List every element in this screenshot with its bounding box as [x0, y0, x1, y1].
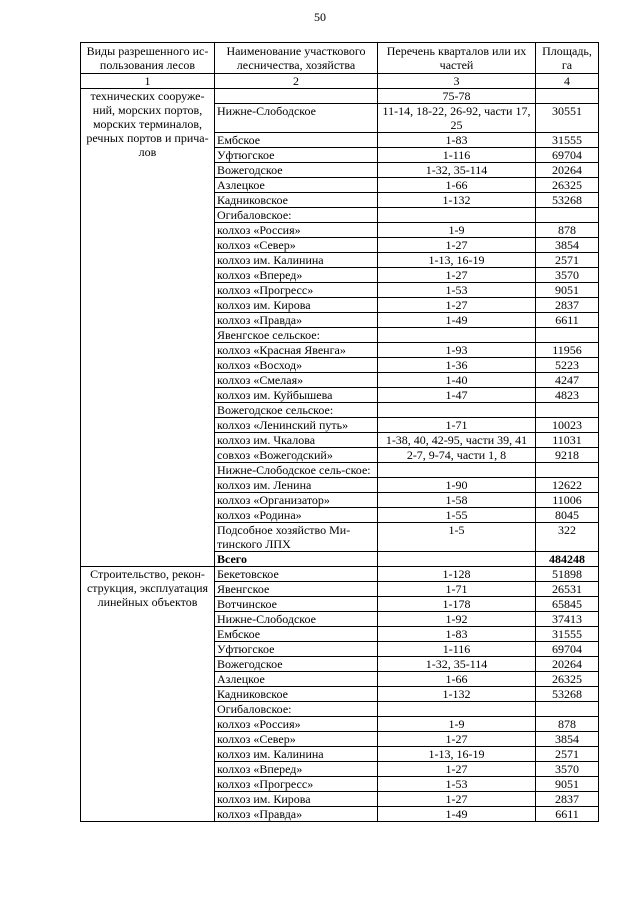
area-cell [536, 328, 599, 343]
area-cell: 11031 [536, 433, 599, 448]
area-cell: 20264 [536, 657, 599, 672]
area-cell: 30551 [536, 104, 599, 133]
quarters-cell: 1-47 [378, 388, 536, 403]
quarters-cell: 1-49 [378, 807, 536, 822]
quarters-cell: 1-27 [378, 732, 536, 747]
area-cell [536, 89, 599, 104]
area-cell: 3854 [536, 238, 599, 253]
quarters-cell [378, 463, 536, 478]
area-cell: 53268 [536, 193, 599, 208]
header-forestry-name: Наименование участкового лесничества, хозяйства [215, 43, 378, 74]
quarters-cell: 1-53 [378, 283, 536, 298]
forestry-name-cell: колхоз им. Калинина [215, 747, 378, 762]
forestry-name-cell: колхоз им. Калинина [215, 253, 378, 268]
forestry-name-cell: Ембское [215, 133, 378, 148]
table-body [81, 89, 599, 822]
forestry-name-cell: Кадниковское [215, 687, 378, 702]
forestry-name-cell: совхоз «Вожегодский» [215, 448, 378, 463]
forestry-name-cell: колхоз «Правда» [215, 807, 378, 822]
quarters-cell [378, 403, 536, 418]
quarters-cell: 1-71 [378, 582, 536, 597]
area-cell [536, 702, 599, 717]
column-number: 1 [81, 74, 215, 89]
header-area: Площадь, га [536, 43, 599, 74]
area-cell: 37413 [536, 612, 599, 627]
forestry-name-cell: колхоз «Правда» [215, 313, 378, 328]
area-cell: 3854 [536, 732, 599, 747]
header-quarters-list: Перечень кварталов или их частей [378, 43, 536, 74]
forestry-name-cell: Вожегодское сельское: [215, 403, 378, 418]
forestry-name-cell: Нижне-Слободское сель-ское: [215, 463, 378, 478]
forest-usage-table [80, 42, 599, 822]
quarters-cell: 1-32, 35-114 [378, 657, 536, 672]
area-cell: 6611 [536, 313, 599, 328]
area-cell [536, 403, 599, 418]
forestry-name-cell: Вотчинское [215, 597, 378, 612]
total-area: 484248 [536, 552, 599, 567]
forestry-name-cell: Огибаловское: [215, 208, 378, 223]
quarters-cell: 1-40 [378, 373, 536, 388]
area-cell: 2571 [536, 253, 599, 268]
quarters-cell: 1-49 [378, 313, 536, 328]
quarters-cell: 1-27 [378, 268, 536, 283]
quarters-cell: 1-66 [378, 672, 536, 687]
quarters-cell: 1-27 [378, 298, 536, 313]
forestry-name-cell: колхоз «Смелая» [215, 373, 378, 388]
area-cell: 6611 [536, 807, 599, 822]
area-cell: 31555 [536, 133, 599, 148]
table-header-row [81, 43, 599, 74]
usage-type-cell: Строительство, рекон-струкция, эксплуатация линейных объектов [81, 567, 215, 822]
header-usage-type: Виды разрешенного ис-пользования лесов [81, 43, 215, 74]
area-cell: 51898 [536, 567, 599, 582]
forestry-name-cell: Явенгское сельское: [215, 328, 378, 343]
table-row [81, 89, 599, 104]
forestry-name-cell: Подсобное хозяйство Ми-тинского ЛПХ [215, 523, 378, 552]
forestry-name-cell: колхоз «Вперед» [215, 762, 378, 777]
quarters-cell: 1-71 [378, 418, 536, 433]
quarters-cell: 1-38, 40, 42-95, части 39, 41 [378, 433, 536, 448]
forestry-name-cell: колхоз «Восход» [215, 358, 378, 373]
forestry-name-cell: Азлецкое [215, 672, 378, 687]
area-cell: 53268 [536, 687, 599, 702]
forestry-name-cell: Кадниковское [215, 193, 378, 208]
forestry-name-cell: колхоз им. Кирова [215, 792, 378, 807]
quarters-cell: 1-83 [378, 627, 536, 642]
quarters-cell: 1-92 [378, 612, 536, 627]
forestry-name-cell: колхоз «Красная Явенга» [215, 343, 378, 358]
table-row [81, 567, 599, 582]
page-number: 50 [314, 10, 326, 24]
quarters-cell [378, 328, 536, 343]
forestry-name-cell [215, 89, 378, 104]
quarters-cell: 1-83 [378, 133, 536, 148]
forestry-name-cell: Вожегодское [215, 657, 378, 672]
quarters-cell: 1-13, 16-19 [378, 747, 536, 762]
quarters-cell: 1-13, 16-19 [378, 253, 536, 268]
forestry-name-cell: колхоз «Родина» [215, 508, 378, 523]
forestry-name-cell: колхоз «Прогресс» [215, 777, 378, 792]
forestry-name-cell: колхоз «Север» [215, 732, 378, 747]
quarters-cell: 1-128 [378, 567, 536, 582]
quarters-cell [378, 208, 536, 223]
quarters-cell: 1-9 [378, 717, 536, 732]
area-cell: 9218 [536, 448, 599, 463]
quarters-cell: 1-66 [378, 178, 536, 193]
quarters-cell: 1-5 [378, 523, 536, 552]
column-number: 3 [378, 74, 536, 89]
forestry-name-cell: колхоз «Россия» [215, 223, 378, 238]
quarters-cell: 1-36 [378, 358, 536, 373]
quarters-cell: 1-116 [378, 148, 536, 163]
area-cell: 9051 [536, 283, 599, 298]
quarters-cell: 1-27 [378, 238, 536, 253]
area-cell: 31555 [536, 627, 599, 642]
column-number-row [81, 74, 599, 89]
quarters-cell: 1-27 [378, 792, 536, 807]
area-cell: 65845 [536, 597, 599, 612]
quarters-cell: 11-14, 18-22, 26-92, части 17, 25 [378, 104, 536, 133]
total-label: Всего [215, 552, 378, 567]
forestry-name-cell: колхоз им. Чкалова [215, 433, 378, 448]
area-cell: 26325 [536, 178, 599, 193]
quarters-cell: 1-132 [378, 687, 536, 702]
area-cell: 4247 [536, 373, 599, 388]
forestry-name-cell: Огибаловское: [215, 702, 378, 717]
area-cell: 3570 [536, 268, 599, 283]
area-cell: 11006 [536, 493, 599, 508]
area-cell: 69704 [536, 148, 599, 163]
area-cell: 3570 [536, 762, 599, 777]
forestry-name-cell: колхоз им. Кирова [215, 298, 378, 313]
area-cell: 2837 [536, 792, 599, 807]
forestry-name-cell: колхоз «Прогресс» [215, 283, 378, 298]
forestry-name-cell: колхоз им. Ленина [215, 478, 378, 493]
area-cell: 2837 [536, 298, 599, 313]
forestry-name-cell: Бекетовское [215, 567, 378, 582]
quarters-cell: 75-78 [378, 89, 536, 104]
area-cell: 26531 [536, 582, 599, 597]
area-cell: 12622 [536, 478, 599, 493]
area-cell [536, 463, 599, 478]
total-quarters-cell [378, 552, 536, 567]
forestry-name-cell: Нижне-Слободское [215, 612, 378, 627]
area-cell: 8045 [536, 508, 599, 523]
quarters-cell: 1-53 [378, 777, 536, 792]
area-cell: 4823 [536, 388, 599, 403]
forestry-name-cell: колхоз «Россия» [215, 717, 378, 732]
forestry-name-cell: колхоз «Ленинский путь» [215, 418, 378, 433]
area-cell: 878 [536, 223, 599, 238]
quarters-cell: 1-132 [378, 193, 536, 208]
quarters-cell: 1-9 [378, 223, 536, 238]
quarters-cell [378, 702, 536, 717]
area-cell: 20264 [536, 163, 599, 178]
forestry-name-cell: колхоз «Организатор» [215, 493, 378, 508]
forestry-name-cell: Уфтюгское [215, 148, 378, 163]
forestry-name-cell: Вожегодское [215, 163, 378, 178]
quarters-cell: 1-55 [378, 508, 536, 523]
forestry-name-cell: колхоз им. Куйбышева [215, 388, 378, 403]
forestry-name-cell: Уфтюгское [215, 642, 378, 657]
quarters-cell: 1-116 [378, 642, 536, 657]
quarters-cell: 1-32, 35-114 [378, 163, 536, 178]
area-cell: 9051 [536, 777, 599, 792]
area-cell: 322 [536, 523, 599, 552]
area-cell [536, 208, 599, 223]
forestry-name-cell: Азлецкое [215, 178, 378, 193]
area-cell: 5223 [536, 358, 599, 373]
area-cell: 10023 [536, 418, 599, 433]
quarters-cell: 1-90 [378, 478, 536, 493]
quarters-cell: 2-7, 9-74, части 1, 8 [378, 448, 536, 463]
forestry-name-cell: Нижне-Слободское [215, 104, 378, 133]
forestry-name-cell: колхоз «Север» [215, 238, 378, 253]
quarters-cell: 1-58 [378, 493, 536, 508]
usage-type-cell: технических сооруже-ний, морских портов, морских терминалов, речных портов и прича-лов [81, 89, 215, 567]
area-cell: 878 [536, 717, 599, 732]
forestry-name-cell: Ембское [215, 627, 378, 642]
area-cell: 2571 [536, 747, 599, 762]
column-number: 2 [215, 74, 378, 89]
area-cell: 26325 [536, 672, 599, 687]
quarters-cell: 1-93 [378, 343, 536, 358]
area-cell: 69704 [536, 642, 599, 657]
forestry-name-cell: колхоз «Вперед» [215, 268, 378, 283]
area-cell: 11956 [536, 343, 599, 358]
quarters-cell: 1-27 [378, 762, 536, 777]
column-number: 4 [536, 74, 599, 89]
quarters-cell: 1-178 [378, 597, 536, 612]
forestry-name-cell: Явенгское [215, 582, 378, 597]
